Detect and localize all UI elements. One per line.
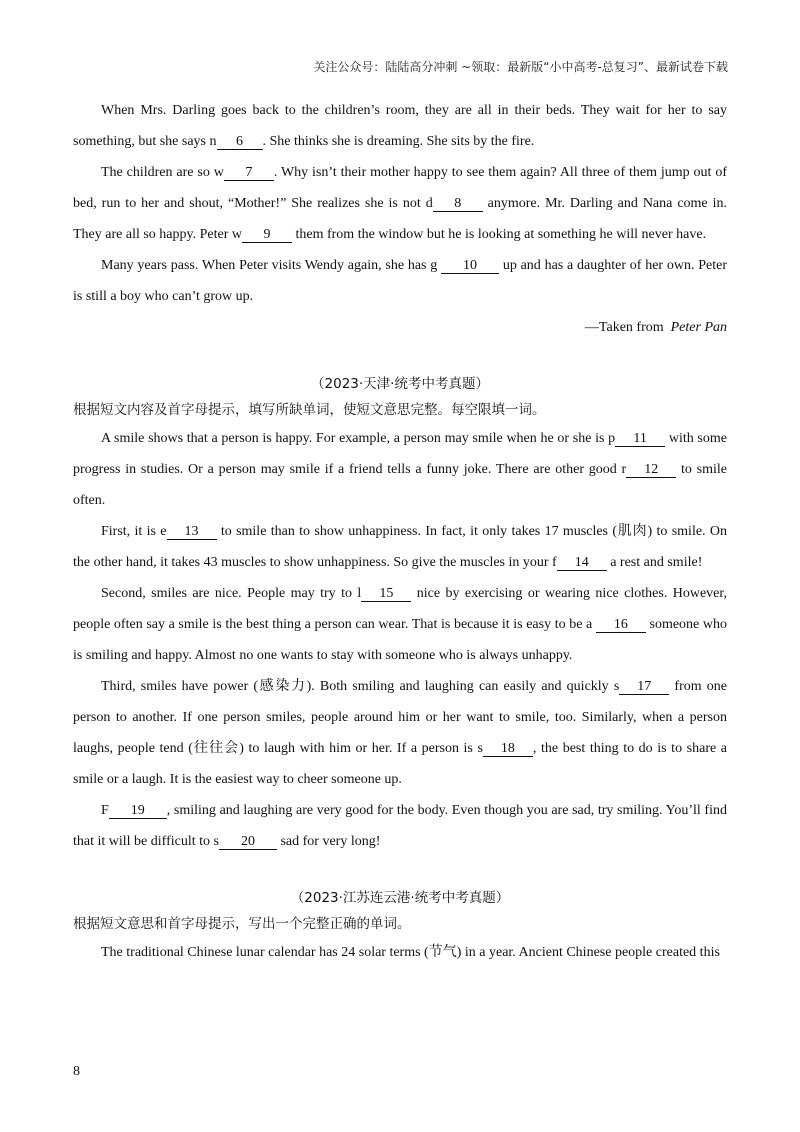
section3-instruction: 根据短文意思和首字母提示，写出一个完整正确的单词。: [73, 916, 411, 932]
source-title: Peter Pan: [670, 320, 727, 335]
blank-10[interactable]: 10: [441, 258, 499, 274]
blank-19[interactable]: 19: [109, 803, 167, 819]
blank-9[interactable]: 9: [242, 227, 292, 243]
blank-17[interactable]: 17: [619, 679, 669, 695]
passage1-paragraph-2: The children are so w 7 . Why isn’t their mother happy to see them again? All three of them jump out of bed, run to her and shout, “Mother!” She realizes she is not d 8 anymore. Mr. Darling and Nana come in. They are all so happy. Peter w 9 them from the window but he is looking at something he will never have.: [73, 165, 727, 242]
blank-13[interactable]: 13: [167, 524, 217, 540]
section3-title: （2023·江苏连云港·统考中考真题）: [290, 890, 510, 906]
page-number: 8: [73, 1064, 80, 1079]
document-body: [73, 95, 727, 968]
blank-11[interactable]: 11: [615, 431, 665, 447]
blank-20[interactable]: 20: [219, 834, 277, 850]
blank-15[interactable]: 15: [361, 586, 411, 602]
section2-paragraph-5: F 19 , smiling and laughing are very good for the body. Even though you are sad, try smiling. You’ll find that it will be difficult to s 20 sad for very long!: [73, 803, 727, 849]
section2-paragraph-2: First, it is e 13 to smile than to show unhappiness. In fact, it only takes 17 muscles (肌肉) to smile. On the other hand, it takes 43 muscles to show unhappiness. So give the muscles in your f 14 a rest and smile!: [73, 524, 727, 570]
blank-7[interactable]: 7: [224, 165, 274, 181]
blank-12[interactable]: 12: [626, 462, 676, 478]
section2-paragraph-4: Third, smiles have power (感染力). Both smiling and laughing can easily and quickly s 17 from one person to another. If one person smiles, people around him or her want to smile, too. Similarly, when a person laughs, people tend (往往会) to laugh with him or her. If a person is s 18 , the best thing to do is to share a smile or a laugh. It is the easiest way to cheer someone up.: [73, 679, 727, 787]
blank-18[interactable]: 18: [483, 741, 533, 757]
section2-paragraph-1: A smile shows that a person is happy. For example, a person may smile when he or she is p 11 with some progress in studies. Or a person may smile if a friend tells a funny joke. There are other good r 12 to smile often.: [73, 431, 727, 508]
page-header: 关注公众号：陆陆高分冲刺 ~领取：最新版“小中高考-总复习”、最新试卷下载: [313, 60, 728, 74]
blank-14[interactable]: 14: [557, 555, 607, 571]
blank-16[interactable]: 16: [596, 617, 646, 633]
passage1-paragraph-3: Many years pass. When Peter visits Wendy again, she has g 10 up and has a daughter of her own. Peter is still a boy who can’t grow up.: [73, 258, 728, 304]
passage1-source: —Taken from Peter Pan: [584, 320, 727, 335]
section2-paragraph-3: Second, smiles are nice. People may try to l 15 nice by exercising or wearing nice clothes. However, people often say a smile is the best thing a person can wear. That is because it is easy to be a 16 someone who is smiling and happy. Almost no one wants to stay with someone who is always unhappy.: [73, 586, 727, 663]
passage1-paragraph-1: When Mrs. Darling goes back to the children’s room, they are all in their beds. They wait for her to say something, but she says n 6 . She thinks she is dreaming. She sits by the fire.: [73, 103, 727, 149]
section3-paragraph-1: The traditional Chinese lunar calendar has 24 solar terms (节气) in a year. Ancient Chinese people created this: [101, 945, 720, 960]
section2-instruction: 根据短文内容及首字母提示，填写所缺单词，使短文意思完整。每空限填一词。: [73, 402, 546, 418]
blank-8[interactable]: 8: [433, 196, 483, 212]
blank-6[interactable]: 6: [217, 134, 263, 150]
section2-title: （2023·天津·统考中考真题）: [311, 376, 489, 392]
